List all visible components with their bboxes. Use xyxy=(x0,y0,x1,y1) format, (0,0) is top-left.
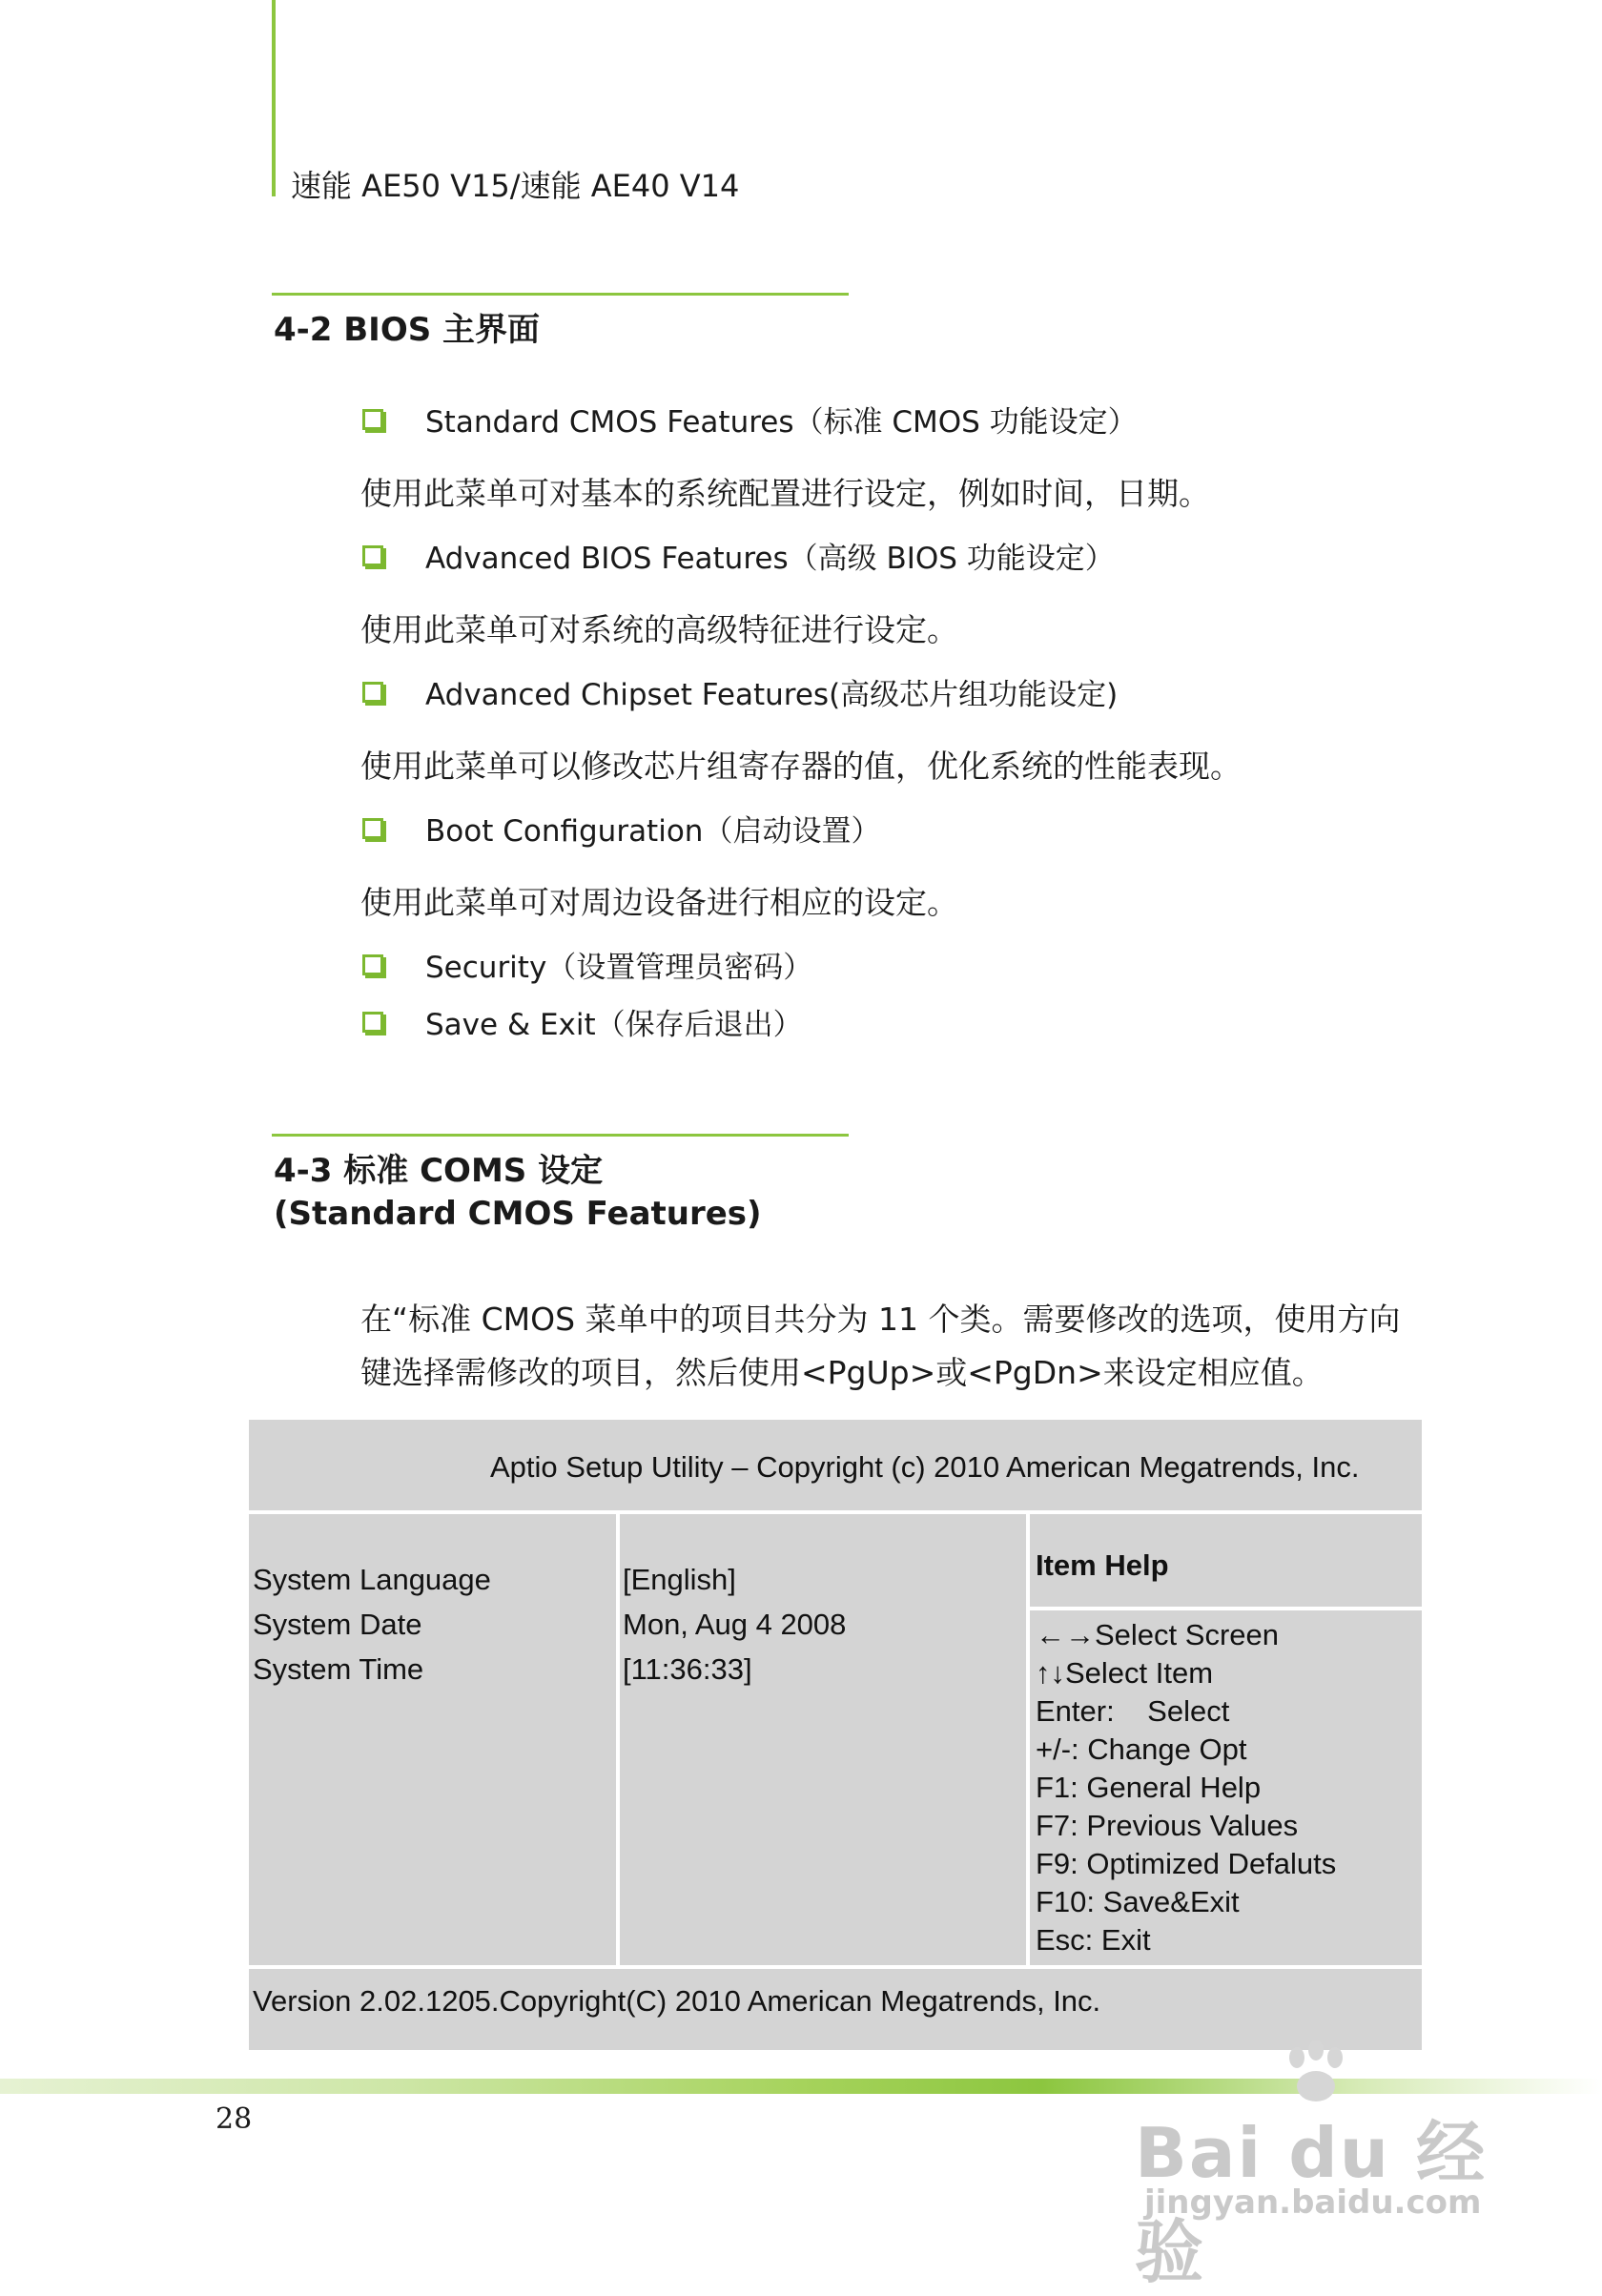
bios-title-bar xyxy=(249,1420,1422,1510)
checkbox-bullet-icon xyxy=(362,682,383,703)
section-intro xyxy=(360,1293,1428,1400)
bullet-label: Save & Exit（保存后退出） xyxy=(425,1008,803,1042)
page-number: 28 xyxy=(216,2102,253,2136)
checkbox-bullet-icon xyxy=(362,954,383,975)
bios-setup-screen xyxy=(249,1420,1422,2050)
help-line: ←→Select Screen xyxy=(1036,1618,1279,1651)
time-value[interactable]: [11:36:33] xyxy=(623,1652,752,1686)
setting-label-date: System Date xyxy=(253,1608,422,1641)
item-help-title: Item Help xyxy=(1036,1548,1169,1582)
checkbox-bullet-icon xyxy=(362,545,383,566)
bullet-label: Standard CMOS Features（标准 CMOS 功能设定） xyxy=(425,405,1138,440)
intro-line: 在“标准 CMOS 菜单中的项目共分为 11 个类。需要修改的选项，使用方向 xyxy=(360,1301,1401,1338)
divider xyxy=(1030,1607,1422,1610)
bullet-label: Security（设置管理员密码） xyxy=(425,951,813,985)
setting-label-time: System Time xyxy=(253,1652,424,1686)
watermark-site: jingyan.baidu.com xyxy=(1144,2183,1482,2222)
section-rule xyxy=(272,1134,849,1137)
help-line: F7: Previous Values xyxy=(1036,1809,1299,1842)
setting-label-language: System Language xyxy=(253,1563,491,1596)
bullet-item xyxy=(362,943,812,986)
key-help-list xyxy=(1036,1616,1336,1959)
bullet-description: 使用此菜单可对系统的高级特征进行设定。 xyxy=(360,611,958,648)
divider xyxy=(249,1510,1422,1514)
bullet-description: 使用此菜单可对周边设备进行相应的设定。 xyxy=(360,884,958,921)
bullet-label: Advanced BIOS Features（高级 BIOS 功能设定） xyxy=(425,542,1115,576)
setting-labels xyxy=(253,1557,491,1691)
document-header-title: 速能 AE50 V15/速能 AE40 V14 xyxy=(291,168,740,204)
divider xyxy=(1026,1514,1030,1965)
section-4-3-title: 4-3 标准 COMS 设定 xyxy=(274,1152,604,1190)
bullet-item xyxy=(362,534,1115,577)
intro-line: 键选择需修改的项目，然后使用<PgUp>或<PgDn>来设定相应值。 xyxy=(360,1354,1324,1391)
checkbox-bullet-icon xyxy=(362,409,383,430)
header-accent-bar xyxy=(272,0,276,196)
section-rule xyxy=(272,293,849,296)
help-line: F1: General Help xyxy=(1036,1771,1262,1804)
date-value[interactable]: Mon, Aug 4 2008 xyxy=(623,1608,847,1641)
bios-version-footer: Version 2.02.1205.Copyright(C) 2010 American Megatrends, Inc. xyxy=(253,1984,1101,2018)
bullet-description: 使用此菜单可对基本的系统配置进行设定，例如时间，日期。 xyxy=(360,475,1210,512)
help-line: F9: Optimized Defaluts xyxy=(1036,1847,1337,1880)
bullet-item xyxy=(362,398,1138,441)
help-line: Enter: Select xyxy=(1036,1694,1230,1728)
bullet-item xyxy=(362,670,1118,713)
help-line: ↑↓Select Item xyxy=(1036,1656,1214,1690)
language-value[interactable]: [English] xyxy=(623,1563,736,1596)
checkbox-bullet-icon xyxy=(362,1012,383,1033)
help-line: Esc: Exit xyxy=(1036,1923,1151,1957)
watermark-brand: Bai du 经验 xyxy=(1135,2113,1488,2292)
checkbox-bullet-icon xyxy=(362,818,383,839)
bullet-label: Advanced Chipset Features(高级芯片组功能设定) xyxy=(425,678,1119,712)
bullet-item xyxy=(362,1000,803,1043)
help-line: F10: Save&Exit xyxy=(1036,1885,1240,1918)
section-4-2-title: 4-2 BIOS 主界面 xyxy=(274,311,541,349)
section-4-3-subtitle: (Standard CMOS Features) xyxy=(274,1195,762,1233)
divider xyxy=(249,1965,1422,1969)
bullet-description: 使用此菜单可以修改芯片组寄存器的值，优化系统的性能表现。 xyxy=(360,748,1242,785)
bios-title: Aptio Setup Utility – Copyright (c) 2010 American Megatrends, Inc. xyxy=(490,1450,1360,1484)
help-line: +/-: Change Opt xyxy=(1036,1732,1247,1766)
bullet-item xyxy=(362,807,880,850)
bullet-label: Boot Configuration（启动设置） xyxy=(425,814,881,849)
baidu-watermark xyxy=(1135,2040,1516,2292)
setting-values xyxy=(623,1557,846,1691)
divider xyxy=(616,1514,620,1965)
